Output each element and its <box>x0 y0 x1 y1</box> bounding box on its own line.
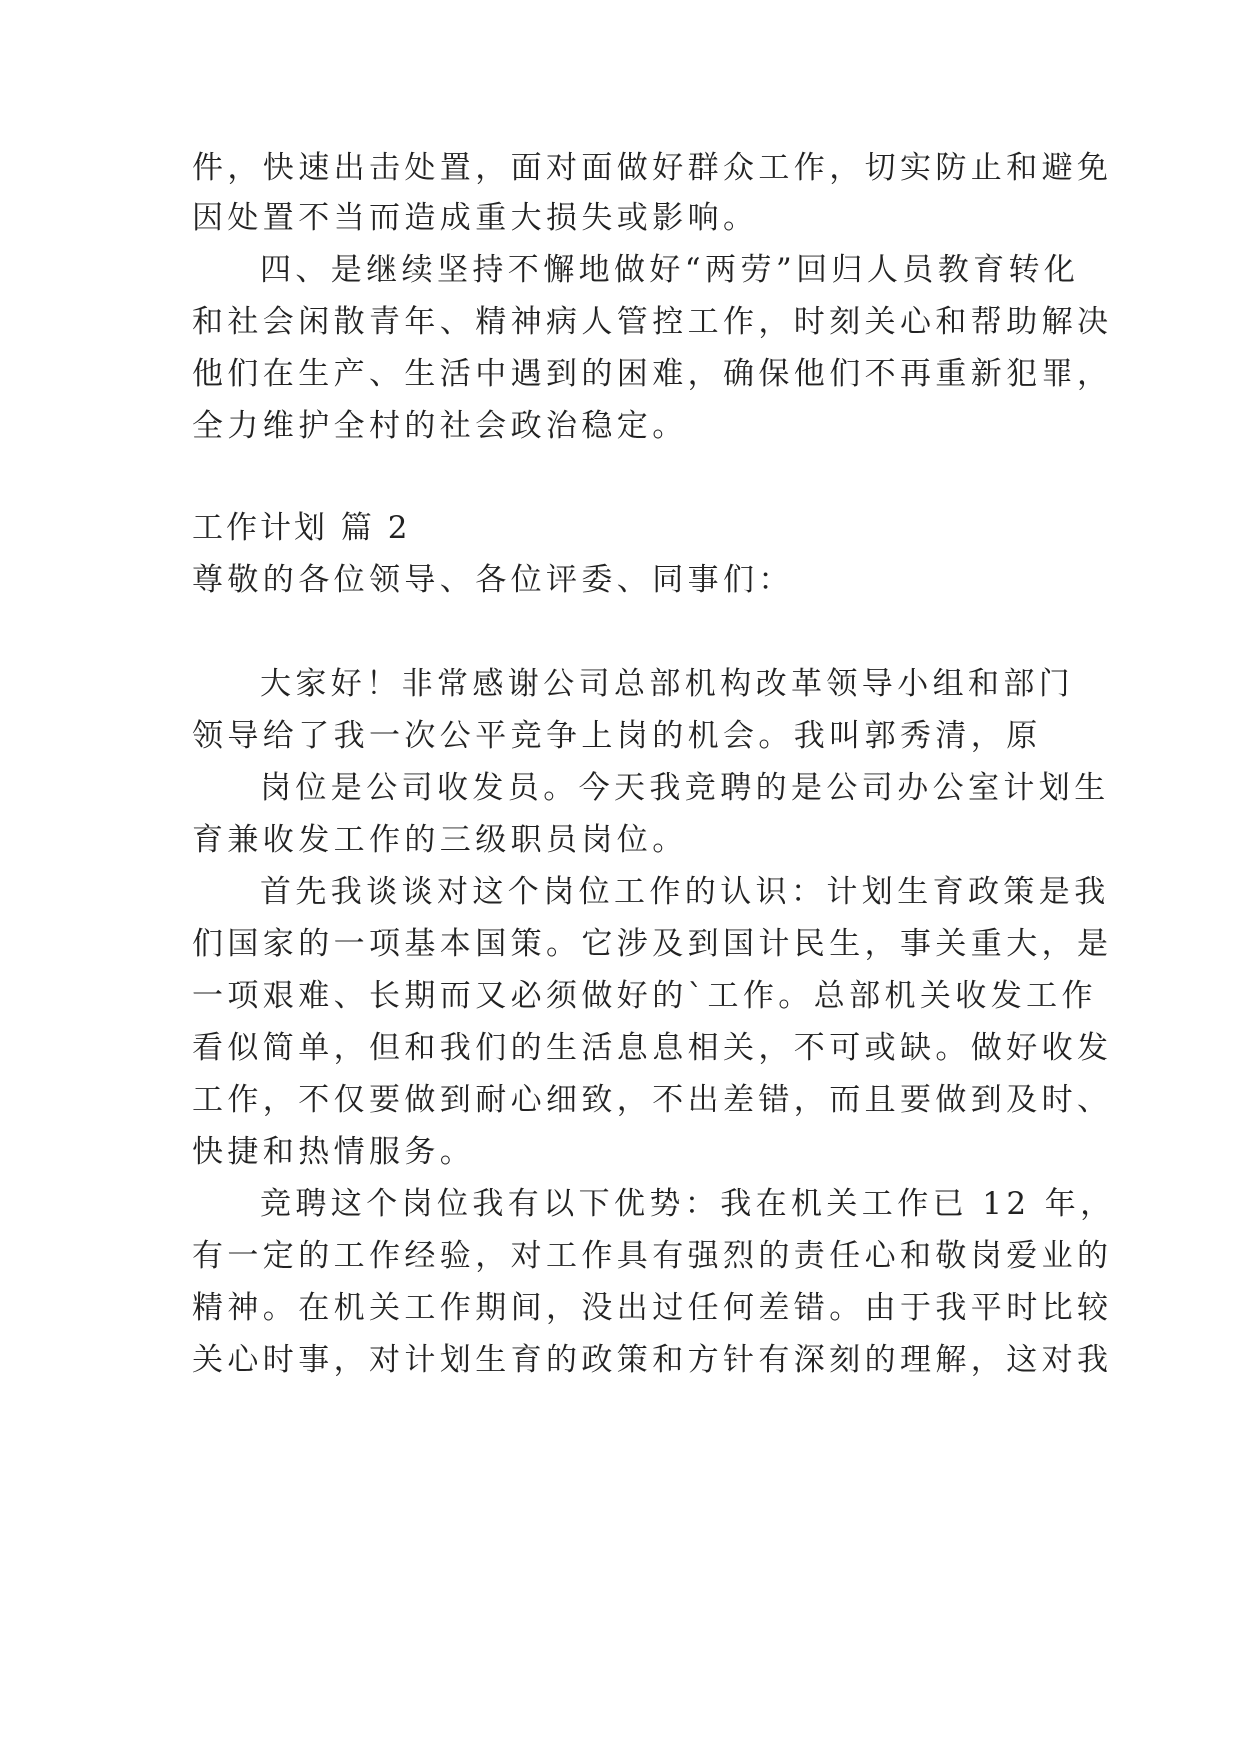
body-line: 全力维护全村的社会政治稳定。 <box>192 408 688 444</box>
body-line: 有一定的工作经验，对工作具有强烈的责任心和敬岗爱业的 <box>192 1238 1113 1274</box>
body-line: 看似简单，但和我们的生活息息相关，不可或缺。做好收发 <box>192 1030 1113 1066</box>
body-line: 他们在生产、生活中遇到的困难，确保他们不再重新犯罪， <box>192 356 1113 392</box>
section-heading: 工作计划 篇 2 <box>192 510 411 546</box>
body-line: 精神。在机关工作期间，没出过任何差错。由于我平时比较 <box>192 1290 1113 1326</box>
body-line: 们国家的一项基本国策。它涉及到国计民生，事关重大，是 <box>192 926 1113 962</box>
body-line: 领导给了我一次公平竞争上岗的机会。我叫郭秀清，原 <box>192 718 1042 754</box>
paragraph-start-line: 四、是继续坚持不懈地做好“两劳”回归人员教育转化 <box>260 252 1080 288</box>
body-line: 育兼收发工作的三级职员岗位。 <box>192 822 688 858</box>
body-line: 一项艰难、长期而又必须做好的`工作。总部机关收发工作 <box>192 978 1097 1014</box>
body-line: 和社会闲散青年、精神病人管控工作，时刻关心和帮助解决 <box>192 304 1113 340</box>
paragraph-start-line: 首先我谈谈对这个岗位工作的认识：计划生育政策是我 <box>260 874 1110 910</box>
body-line: 快捷和热情服务。 <box>192 1134 476 1170</box>
greeting-line: 尊敬的各位领导、各位评委、同事们： <box>192 562 794 598</box>
body-line: 件，快速出击处置，面对面做好群众工作，切实防止和避免 <box>192 150 1113 186</box>
paragraph-start-line: 大家好！非常感谢公司总部机构改革领导小组和部门 <box>260 666 1075 702</box>
body-line: 岗位是公司收发员。今天我竞聘的是公司办公室计划生 <box>260 770 1110 806</box>
body-line: 关心时事，对计划生育的政策和方针有深刻的理解，这对我 <box>192 1342 1113 1378</box>
body-line: 因处置不当而造成重大损失或影响。 <box>192 200 759 236</box>
paragraph-start-line: 竞聘这个岗位我有以下优势：我在机关工作已 12 年， <box>260 1186 1116 1222</box>
body-line: 工作，不仅要做到耐心细致，不出差错，而且要做到及时、 <box>192 1082 1113 1118</box>
